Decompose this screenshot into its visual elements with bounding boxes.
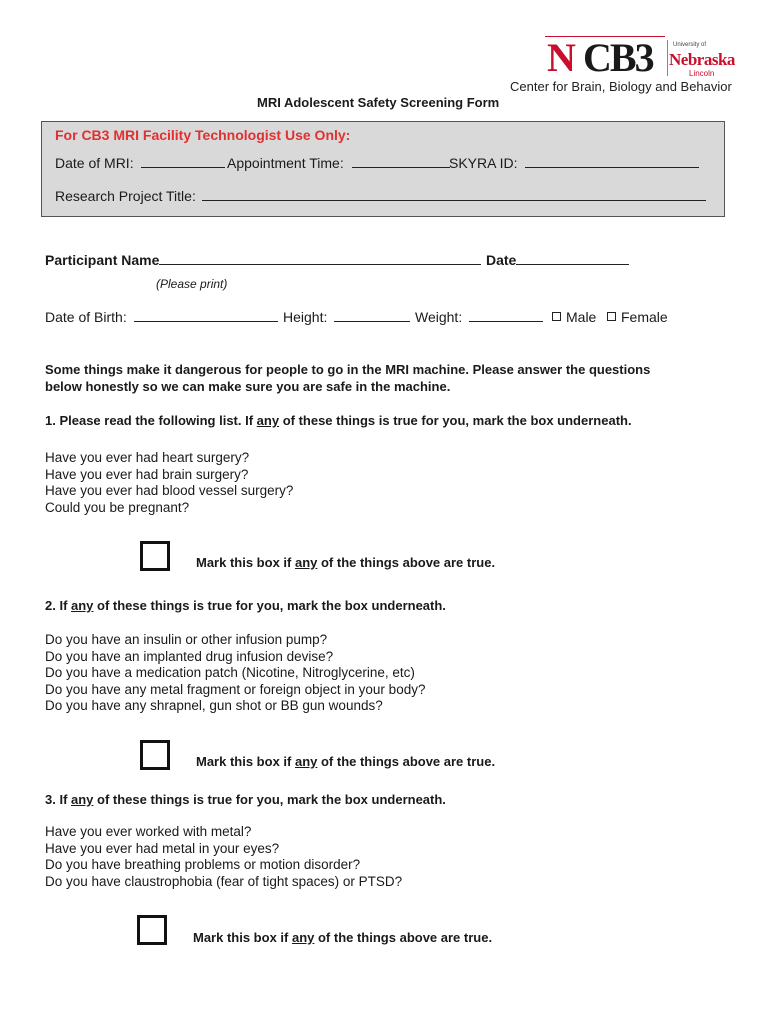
section-2-heading-post: of these things is true for you, mark the box underneath. [93,598,446,613]
question-item: Have you ever had metal in your eyes? [45,840,280,856]
question-item: Do you have claustrophobia (fear of tight spaces) or PTSD? [45,873,403,889]
appointment-time-line[interactable] [352,155,450,168]
mark-post: of the things above are true. [317,555,496,570]
mark-post: of the things above are true. [314,930,493,945]
female-option[interactable] [607,309,668,325]
section-1-heading [45,413,632,428]
project-title-line[interactable] [202,188,706,201]
participant-name-field[interactable] [45,252,481,268]
male-label: Male [566,309,597,325]
section-2-mark-text [196,754,495,769]
logo-divider [667,40,668,76]
section-1-checkbox[interactable] [140,541,170,571]
participant-name-line[interactable] [159,252,481,265]
section-1-questions [45,450,293,516]
project-title-field[interactable] [55,188,706,204]
female-checkbox[interactable] [607,312,616,321]
participant-date-field[interactable] [486,252,629,268]
skyra-id-field[interactable] [449,155,699,171]
logo-cb3: CB3 [583,35,653,80]
mark-emph: any [294,555,318,570]
dob-label: Date of Birth: [45,309,127,325]
cb3-logo [545,35,735,80]
logo-n: N [547,35,574,80]
appointment-time-label: Appointment Time: [227,155,344,171]
section-3-questions [45,824,402,890]
section-2-heading-emph: any [71,598,94,613]
dob-line[interactable] [134,309,278,322]
logo-nebraska: Nebraska [669,50,735,69]
staff-heading: For CB3 MRI Facility Technologist Use Only: [55,127,351,143]
skyra-id-line[interactable] [525,155,699,168]
mark-pre: Mark this box if [196,555,295,570]
mri-date-label: Date of MRI: [55,155,134,171]
section-3-checkbox[interactable] [137,915,167,945]
form-title: MRI Adolescent Safety Screening Form [257,95,500,110]
height-label: Height: [283,309,328,325]
section-3-heading-pre: 3. If [45,792,72,807]
weight-line[interactable] [469,309,543,322]
print-hint: (Please print) [156,277,228,291]
weight-label: Weight: [415,309,463,325]
center-name: Center for Brain, Biology and Behavior [510,79,732,94]
section-1-heading-pre: 1. Please read the following list. If [45,413,257,428]
section-2-checkbox[interactable] [140,740,170,770]
section-2-heading-pre: 2. If [45,598,72,613]
section-2-heading [45,598,446,613]
appointment-time-field[interactable] [227,155,450,171]
mark-post: of the things above are true. [317,754,496,769]
mark-emph: any [294,754,318,769]
weight-field[interactable] [415,309,543,325]
female-label: Female [621,309,668,325]
male-option[interactable] [552,309,596,325]
section-1-heading-emph: any [256,413,280,428]
question-item: Have you ever had blood vessel surgery? [45,483,294,498]
question-item: Do you have any metal fragment or foreign object in your body? [45,681,426,697]
participant-name-label: Participant Name [45,252,160,268]
dob-field[interactable] [45,309,278,325]
participant-date-line[interactable] [516,252,629,265]
section-3-heading-emph: any [71,792,94,807]
section-1-mark-text [196,555,495,570]
question-item: Do you have an insulin or other infusion pump? [45,632,328,647]
question-item: Do you have an implanted drug infusion devise? [45,648,334,664]
section-1-heading-post: of these things is true for you, mark the box underneath. [279,413,632,428]
male-checkbox[interactable] [552,312,561,321]
height-line[interactable] [334,309,410,322]
section-2-questions [45,632,425,715]
project-title-label: Research Project Title: [55,188,196,204]
question-item: Could you be pregnant? [45,499,190,515]
logo-lincoln: Lincoln [689,69,715,78]
section-3-heading-post: of these things is true for you, mark the box underneath. [93,792,446,807]
question-item: Do you have breathing problems or motion disorder? [45,857,361,872]
intro-line-1: Some things make it dangerous for people to go in the MRI machine. Please answer the questions [45,362,651,377]
question-item: Have you ever worked with metal? [45,824,252,839]
participant-date-label: Date [486,252,517,268]
logo-university: University of [673,42,707,48]
section-3-mark-text [193,930,492,945]
skyra-id-label: SKYRA ID: [449,155,518,171]
section-3-heading [45,792,446,807]
question-item: Have you ever had heart surgery? [45,450,250,465]
mark-pre: Mark this box if [193,930,292,945]
mri-date-field[interactable] [55,155,225,171]
intro-line-2: below honestly so we can make sure you are safe in the machine. [45,379,451,394]
mark-pre: Mark this box if [196,754,295,769]
question-item: Do you have a medication patch (Nicotine, Nitroglycerine, etc) [45,665,415,680]
question-item: Have you ever had brain surgery? [45,466,249,482]
question-item: Do you have any shrapnel, gun shot or BB gun wounds? [45,698,383,713]
intro-text [45,361,650,395]
height-field[interactable] [283,309,410,325]
mri-date-line[interactable] [141,155,225,168]
mark-emph: any [291,930,315,945]
